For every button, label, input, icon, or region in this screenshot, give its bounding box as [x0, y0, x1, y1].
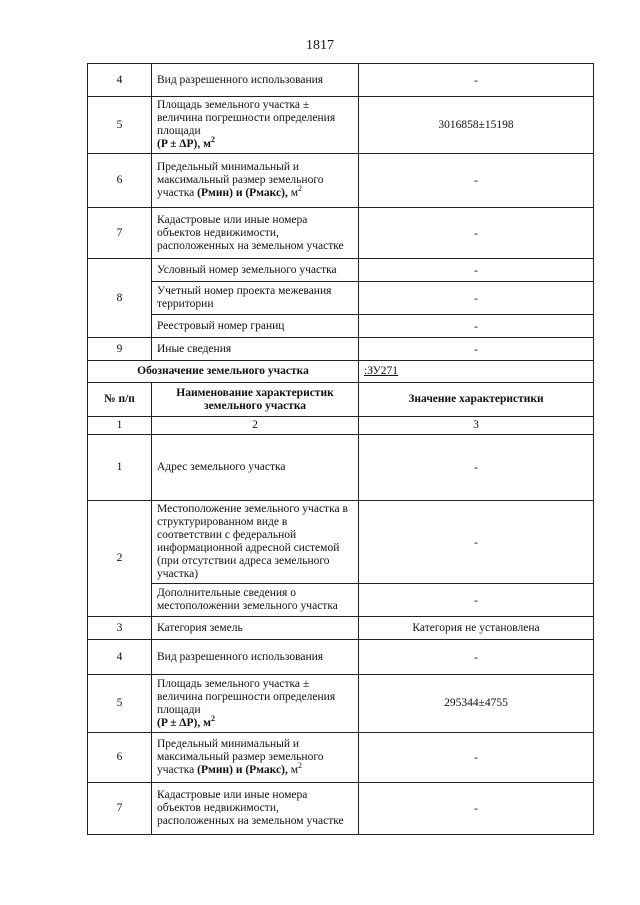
characteristic-value: Категория не установлена: [359, 617, 594, 640]
designation-value: :ЗУ271: [359, 361, 594, 383]
characteristic-value: -: [359, 315, 594, 338]
characteristic-value: -: [359, 640, 594, 675]
characteristic-value: -: [359, 259, 594, 282]
characteristic-name: Вид разрешенного использования: [152, 64, 359, 97]
characteristic-name: [152, 154, 359, 208]
row-number: 6: [88, 733, 152, 783]
characteristic-name: Кадастровые или иные номера объектов недвижимости, расположенных на земельном участке: [152, 783, 359, 835]
area-formula: [157, 713, 215, 729]
table-row: [88, 584, 594, 617]
characteristic-value: -: [359, 154, 594, 208]
characteristic-name: Реестровый номер границ: [152, 315, 359, 338]
header-number: № п/п: [88, 383, 152, 417]
characteristic-name: Категория земель: [152, 617, 359, 640]
table-row: [88, 617, 594, 640]
designation-label: Обозначение земельного участка: [88, 361, 359, 383]
characteristic-value: 295344±4755: [359, 675, 594, 733]
characteristic-value: 3016858±15198: [359, 97, 594, 154]
header-name: Наименование характеристик земельного участка: [152, 383, 359, 417]
characteristic-value: -: [359, 783, 594, 835]
characteristic-name: Условный номер земельного участка: [152, 259, 359, 282]
table-row: [88, 97, 594, 154]
characteristic-name: [152, 675, 359, 733]
row-number: 5: [88, 675, 152, 733]
characteristic-name: Дополнительные сведения о местоположении земельного участка: [152, 584, 359, 617]
unit-sup: 2: [297, 761, 302, 771]
column-number: 1: [88, 417, 152, 435]
page-number: 1817: [306, 38, 334, 53]
characteristic-value: -: [359, 584, 594, 617]
characteristic-name: Кадастровые или иные номера объектов недвижимости, расположенных на земельном участке: [152, 208, 359, 259]
name-text: Площадь земельного участка ± величина погрешности определения площади: [157, 677, 336, 716]
column-number-row: [88, 417, 594, 435]
table-row: [88, 338, 594, 361]
row-number: 4: [88, 640, 152, 675]
characteristic-value: -: [359, 733, 594, 783]
size-formula: (Pмин) и (Pмакс),: [197, 187, 288, 199]
characteristic-value: -: [359, 64, 594, 97]
table-row: [88, 259, 594, 282]
characteristic-name: Иные сведения: [152, 338, 359, 361]
unit-text: м: [287, 764, 298, 776]
characteristic-value: -: [359, 208, 594, 259]
characteristic-name: [152, 97, 359, 154]
land-plot-table: [87, 63, 594, 835]
row-number: 7: [88, 208, 152, 259]
characteristic-value: -: [359, 282, 594, 315]
characteristic-name: Вид разрешенного использования: [152, 640, 359, 675]
table-row: [88, 208, 594, 259]
characteristic-name: Местоположение земельного участка в структурированном виде в соответствии с федеральной информационной адресной системой (при отсутствии адреса земельного участка): [152, 501, 359, 584]
characteristic-value: -: [359, 338, 594, 361]
header-value: Значение характеристики: [359, 383, 594, 417]
formula-text: (P ± ΔP), м: [157, 716, 211, 729]
row-number: 8: [88, 259, 152, 338]
name-text: Площадь земельного участка ± величина погрешности определения площади: [157, 99, 336, 137]
table-row: [88, 435, 594, 501]
area-formula: [157, 135, 215, 150]
row-number: 2: [88, 501, 152, 617]
row-number: 3: [88, 617, 152, 640]
row-number: 4: [88, 64, 152, 97]
unit-text: м: [287, 187, 298, 199]
table-row: [88, 640, 594, 675]
formula-text: (P ± ΔP), м: [157, 138, 211, 150]
row-number: 9: [88, 338, 152, 361]
column-number: 3: [359, 417, 594, 435]
table-row: [88, 282, 594, 315]
row-number: 1: [88, 435, 152, 501]
name-text: Предельный минимальный и максимальный размер земельного участка: [157, 161, 324, 199]
row-number: 5: [88, 97, 152, 154]
name-text: Предельный минимальный и максимальный размер земельного участка: [157, 738, 324, 776]
table-row: [88, 315, 594, 338]
table-row: [88, 783, 594, 835]
characteristic-name: Учетный номер проекта межевания территории: [152, 282, 359, 315]
column-number: 2: [152, 417, 359, 435]
table-row: [88, 501, 594, 584]
table-row: [88, 154, 594, 208]
table-row: [88, 64, 594, 97]
designation-row: [88, 361, 594, 383]
table-row: [88, 733, 594, 783]
row-number: 7: [88, 783, 152, 835]
header-row: [88, 383, 594, 417]
characteristic-name: Адрес земельного участка: [152, 435, 359, 501]
row-number: 6: [88, 154, 152, 208]
table-row: [88, 675, 594, 733]
formula-sup: 2: [210, 713, 215, 723]
formula-sup: 2: [210, 135, 215, 145]
unit-sup: 2: [297, 184, 302, 194]
size-formula: (Pмин) и (Pмакс),: [197, 764, 288, 776]
characteristic-value: -: [359, 501, 594, 584]
characteristic-name: [152, 733, 359, 783]
characteristic-value: -: [359, 435, 594, 501]
